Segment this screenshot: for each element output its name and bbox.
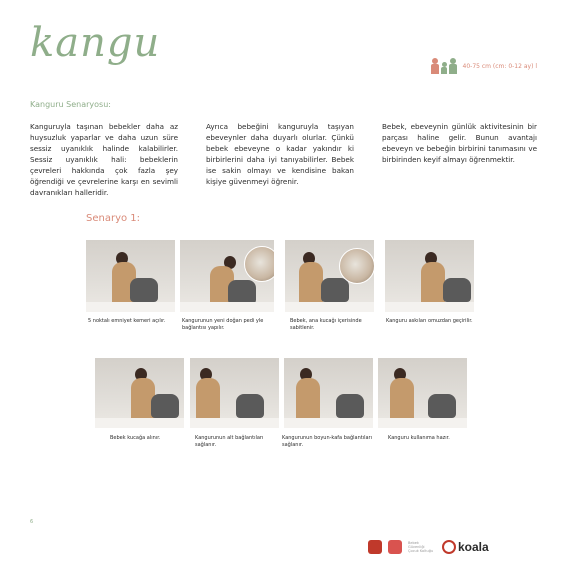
step-caption-2: Kangurunun yeni doğan pedi yle bağlantısı yapılır. [182, 318, 264, 331]
body-column-1: Kanguruyla taşınan bebekler daha az huysuzluk yaparlar ve daha uzun süre sessiz uyanıklık halinde kalabilirler. Sessiz uyanıklık hali: bebeklerin çevreleri hakkında çok fazla şey öğrendiği ve çevrelerine karşı en sevimli davranıkları halleridir. [30, 122, 178, 197]
scenario-title: Senaryo 1: [86, 213, 141, 224]
step-photo-7 [284, 358, 373, 428]
koala-logo-text: koala [458, 540, 489, 554]
step-photo-5 [95, 358, 184, 428]
body-column-2: Ayrıca bebeğini kanguruyla taşıyan ebeveynler daha duyarlı olurlar. Çünkü bebek ebeveyne o kadar yakındır ki birbirlerini daha iyi tanıyabilirler. Bebek ise sakin olmayı ve kendisine bakan kişiye güvenmeyi öğrenir. [206, 122, 354, 186]
step-photo-6 [190, 358, 279, 428]
step-caption-8: Kanguru kullanıma hazır. [388, 435, 450, 441]
section-label: Kanguru Senaryosu: [30, 100, 111, 109]
brand-logo: kangu [30, 20, 161, 66]
step-caption-6: Kangurunun alt bağlantıları sağlanır. [195, 435, 264, 448]
car-seat-icon [368, 540, 382, 554]
step-caption-3: Bebek, ana kucağı içerisinde sabitlenir. [290, 318, 362, 331]
page-number: 6 [30, 519, 34, 525]
step-caption-1: 5 noktalı emniyet kemeri açılır. [88, 318, 166, 324]
step-caption-5: Bebek kucağa alınır. [110, 435, 161, 441]
step-photo-1 [86, 240, 175, 312]
footer-logos [368, 540, 489, 554]
step-caption-4: Kanguru askıları omuzdan geçirilir. [386, 318, 473, 324]
age-badge [431, 58, 537, 74]
body-column-3: Bebek, ebeveynin günlük aktivitesinin bir parçası haline gelir. Bunun avantajı ebeveyn ve bebeğin birbirini tanımasını ve birbirinden keyif almayı öğrenmektir. [382, 122, 537, 164]
detail-inset [244, 246, 274, 282]
step-photo-8 [378, 358, 467, 428]
koala-ring-icon [442, 540, 456, 554]
family-icon [431, 58, 457, 74]
age-range-text: 40-75 cm (cm: 0-12 ay) l [462, 62, 537, 70]
step-caption-7: Kangurunun boyun-kafa bağlantıları sağlanır. [282, 435, 372, 448]
footer-small-text: Bebek Güvenliği Çocuk Koltuğu [408, 541, 434, 553]
step-photo-3 [285, 240, 374, 312]
detail-inset [339, 248, 374, 284]
step-photo-4 [385, 240, 474, 312]
koala-logo [442, 540, 489, 554]
car-seat-icon [388, 540, 402, 554]
step-photo-2 [180, 240, 274, 312]
